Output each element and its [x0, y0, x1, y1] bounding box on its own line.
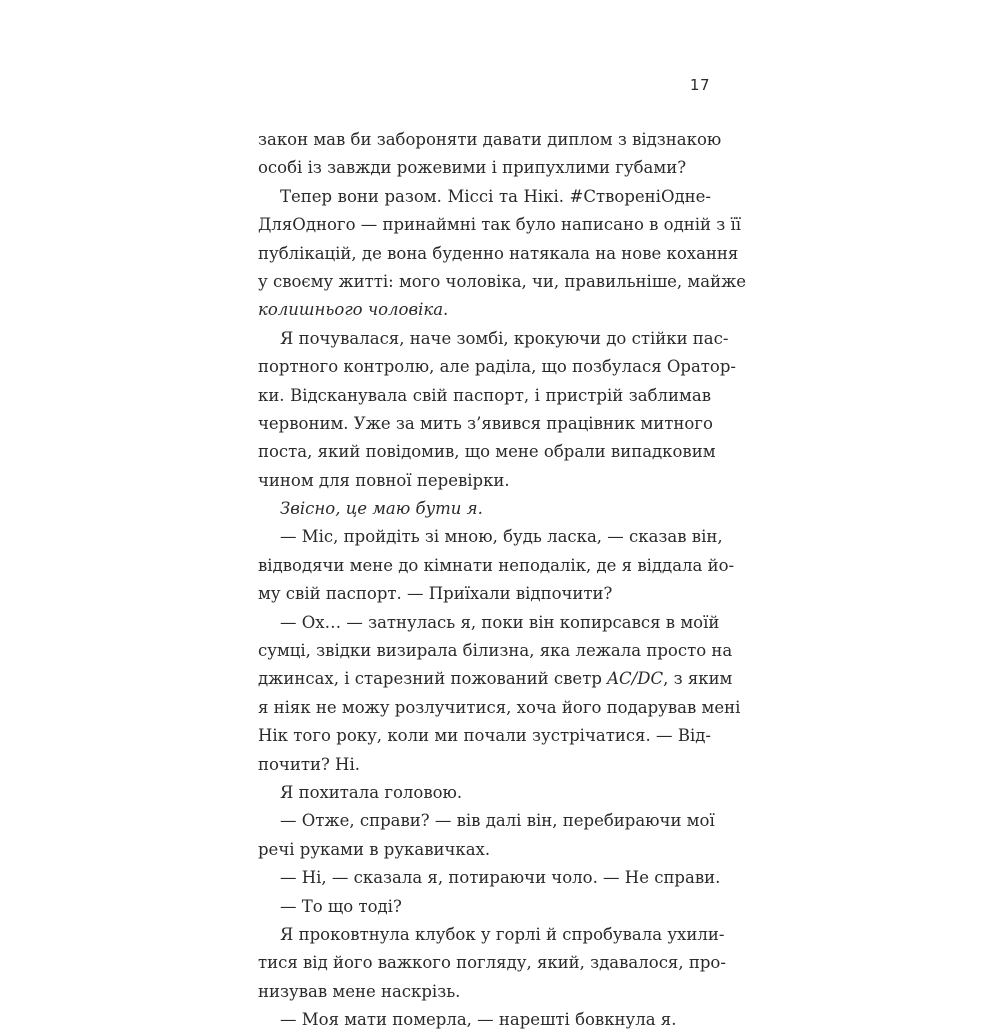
text-line: — Міс, пройдіть зі мною, будь ласка, — сказав він,: [280, 527, 723, 547]
text-line: му свій паспорт. — Приїхали відпочити?: [258, 584, 613, 604]
text-line: почити? Ні.: [258, 754, 360, 774]
text-line: я ніяк не можу розлучитися, хоча його подарував мені: [258, 697, 741, 717]
text-line: Я проковтнула клубок у горлі й спробувала ухили-: [280, 924, 725, 944]
text-line: сумці, звідки визирала білизна, яка лежала просто на: [258, 641, 733, 661]
text-line: колишнього чоловіка.: [258, 300, 449, 320]
text-segment: , з яким: [663, 669, 733, 689]
text-line: Нік того року, коли ми почали зустрічатися. — Від-: [258, 726, 711, 746]
body-text: [258, 126, 747, 1035]
text-line: публікацій, де вона буденно натякала на нове кохання: [258, 243, 739, 263]
text-line: закон мав би забороняти давати диплом з відзнакою: [258, 130, 722, 149]
text-line: — То що тоді?: [280, 896, 402, 916]
text-line: — Ні, — сказала я, потираючи чоло. — Не справи.: [280, 868, 721, 888]
text-line: ки. Відсканувала свій паспорт, і пристрій заблимав: [258, 385, 711, 405]
text-line: Я похитала головою.: [280, 782, 463, 802]
text-line: у своєму житті: мого чоловіка, чи, правильніше, майже: [258, 271, 747, 291]
text-line: тися від його важкого погляду, який, здавалося, про-: [258, 953, 726, 973]
text-line: поста, який повідомив, що мене обрали випадковим: [258, 442, 716, 462]
text-line: — Моя мати померла, — нарешті бовкнула я.: [280, 1010, 677, 1030]
text-line: ДляОдного — принаймні так було написано в одній з її: [258, 215, 742, 235]
text-line: речі руками в рукавичках.: [258, 839, 491, 859]
text-line: особі із завжди рожевими і припухлими губами?: [258, 158, 687, 178]
text-line: Я почувалася, наче зомбі, крокуючи до стійки пас-: [280, 328, 729, 348]
page-number: 17: [689, 76, 710, 94]
text-line: портного контролю, але раділа, що позбулася Оратор-: [258, 357, 736, 377]
text-line: — Отже, справи? — вів далі він, перебираючи мої: [280, 811, 715, 831]
text-line: відводячи мене до кімнати неподалік, де я віддала йо-: [258, 555, 735, 575]
text-line: [258, 665, 733, 693]
text-line: — Ох… — затнулась я, поки він копирсався в моїй: [280, 612, 720, 632]
text-segment-italic: AC/DC: [607, 669, 664, 689]
text-line: низував мене наскрізь.: [258, 981, 461, 1001]
text-line: Звісно, це маю бути я.: [280, 499, 483, 519]
text-line: Тепер вони разом. Міссі та Нікі. #СтворенiОдне-: [280, 186, 711, 206]
text-line: червоним. Уже за мить з’явився працівник митного: [258, 413, 713, 433]
text-line: чином для повної перевірки.: [258, 470, 510, 490]
text-segment: джинсах, і старезний пожований светр: [258, 669, 608, 689]
